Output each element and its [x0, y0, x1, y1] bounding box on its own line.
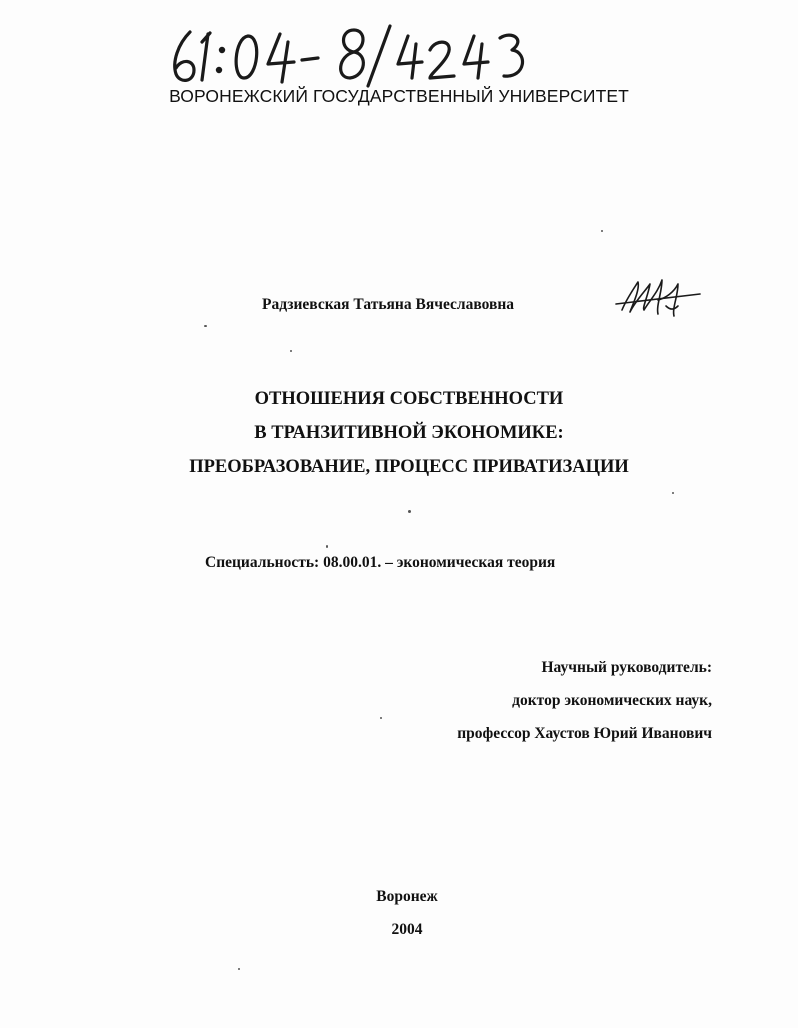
scan-speck: [408, 510, 411, 513]
city: Воронеж: [376, 888, 438, 905]
supervisor-degree: доктор экономических наук,: [512, 692, 712, 709]
university-name: ВОРОНЕЖСКИЙ ГОСУДАРСТВЕННЫЙ УНИВЕРСИТЕТ: [169, 86, 629, 106]
specialty-label: Специальность:: [205, 554, 320, 571]
title-line: ПРЕОБРАЗОВАНИЕ, ПРОЦЕСС ПРИВАТИЗАЦИИ: [189, 457, 629, 477]
signature-icon: [612, 270, 702, 322]
specialty-name: – экономическая теория: [385, 554, 556, 571]
supervisor-heading: Научный руководитель:: [541, 659, 712, 676]
author-name: Радзиевская Татьяна Вячеславовна: [262, 296, 515, 313]
title-line: ОТНОШЕНИЯ СОБСТВЕННОСТИ: [254, 389, 564, 409]
specialty-code: 08.00.01.: [323, 554, 382, 571]
scan-speck: [290, 350, 292, 352]
city-year-block: [8, 880, 798, 946]
scan-speck: [238, 968, 240, 970]
year: 2004: [391, 921, 423, 938]
scan-speck: [204, 325, 207, 327]
scan-speck: [380, 717, 382, 719]
scan-speck: [672, 492, 674, 494]
supervisor-block: [457, 651, 712, 750]
dissertation-title: [10, 382, 798, 484]
specialty-line: [205, 554, 555, 572]
title-line: В ТРАНЗИТИВНОЙ ЭКОНОМИКЕ:: [254, 423, 564, 443]
supervisor-name: профессор Хаустов Юрий Иванович: [457, 725, 712, 742]
handwritten-archive-number: [168, 20, 548, 90]
scan-speck: [326, 545, 328, 548]
scan-speck: [601, 230, 603, 232]
